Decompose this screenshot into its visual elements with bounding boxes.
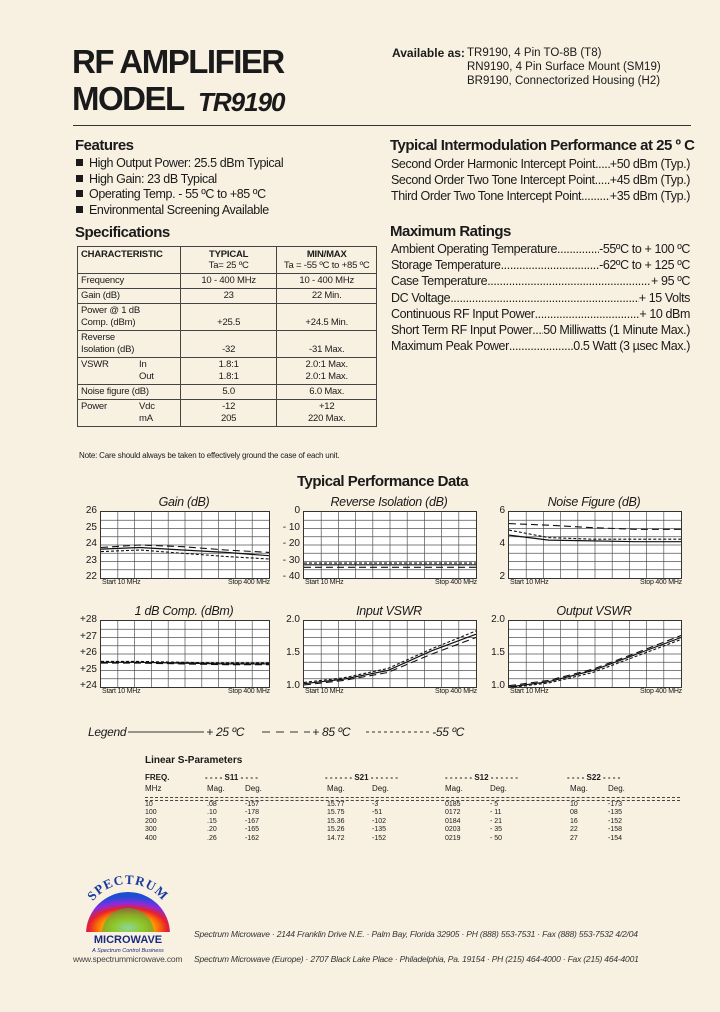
table-cell: .20: [207, 826, 217, 834]
intermod-row: Second Order Harmonic Intercept Point ..... +50 dBm (Typ.): [391, 156, 690, 172]
y-tick-label: - 10: [282, 521, 300, 533]
intermod-row: Third Order Two Tone Intercept Point ..... +35 dBm (Typ.): [391, 188, 690, 204]
table-cell: - 35: [490, 826, 503, 834]
table-cell: - 50: [490, 834, 503, 842]
chart-plot-area: [508, 620, 682, 688]
table-cell: 14.72: [327, 834, 345, 842]
available-item: RN9190, 4 Pin Surface Mount (SM19): [467, 61, 661, 73]
y-tick-label: - 20: [282, 538, 300, 549]
page-title: RF AMPLIFIER: [72, 43, 284, 80]
table-cell: -51: [372, 809, 383, 817]
features-list: [76, 156, 283, 218]
bullet-icon: [76, 190, 83, 197]
y-tick-label: 1.5: [286, 647, 300, 658]
y-tick-label: +25: [80, 663, 97, 675]
legend: [88, 725, 464, 739]
available-list: [467, 46, 661, 88]
table-cell: -135: [372, 826, 387, 834]
table-cell: 100: [145, 809, 157, 817]
y-tick-label: 24: [85, 538, 97, 549]
y-tick-label: 6: [499, 505, 505, 516]
table-cell: -173: [608, 801, 623, 808]
table-cell: -165: [245, 826, 260, 834]
y-tick-label: 26: [85, 505, 97, 516]
x-stop-label: Stop 400 MHz: [228, 579, 270, 586]
table-cell: -178: [245, 809, 260, 817]
table-row: Power Vdc mA -12 205 +12 220 Max.: [78, 400, 377, 427]
s21-header: - - - - - - S21 - - - - - -: [325, 773, 398, 782]
available-item: BR9190, Connectorized Housing (H2): [467, 75, 661, 87]
specs-header-row: [78, 247, 377, 274]
chart-svg: [509, 621, 681, 687]
table-cell: 0172: [445, 809, 461, 817]
table-cell: - 21: [490, 817, 503, 825]
chart-title: Output VSWR: [556, 604, 632, 618]
y-tick-label: 1.0: [286, 680, 300, 691]
s11-header: - - - - S11 - - - -: [205, 773, 258, 782]
table-cell: .08: [207, 801, 217, 808]
intermod-list: [391, 156, 690, 205]
table-cell: 15.77: [327, 801, 345, 808]
table-cell: -102: [372, 817, 387, 825]
chart-title: Reverse Isolation (dB): [330, 495, 448, 509]
table-cell: 200: [145, 817, 157, 825]
table-row: Power @ 1 dB Comp. (dBm) +25.5 +24.5 Min.: [78, 304, 377, 331]
x-start-label: Start 10 MHz: [305, 579, 344, 586]
y-tick-label: 2.0: [286, 614, 300, 625]
bullet-icon: [76, 206, 83, 213]
legend-item: + 85 ºC: [312, 725, 351, 739]
available-item: TR9190, 4 Pin TO-8B (T8): [467, 47, 602, 59]
table-cell: 10: [570, 801, 578, 808]
rating-row: Short Term RF Input Power ..... 50 Milliwatts (1 Minute Max.): [391, 322, 690, 338]
y-tick-label: 22: [85, 571, 97, 582]
perf-heading: Typical Performance Data: [297, 473, 469, 490]
bullet-icon: [76, 175, 83, 182]
table-cell: .15: [207, 817, 217, 825]
rating-row: Maximum Peak Power ..... 0.5 Watt (3 µsec Max.): [391, 338, 690, 354]
rating-row: Ambient Operating Temperature ..... -55ºC to + 100 ºC: [391, 241, 690, 257]
table-row: VSWR In Out 1.8:1 1.8:1 2.0:1 Max. 2.0:1 Max.: [78, 358, 377, 385]
table-row: Reverse Isolation (dB) -32 -31 Max.: [78, 331, 377, 358]
table-cell: -167: [245, 817, 260, 825]
bullet-icon: [76, 159, 83, 166]
chart-title: Noise Figure (dB): [547, 495, 641, 509]
table-cell: .10: [207, 809, 217, 817]
chart-svg: [509, 512, 681, 578]
table-row: Noise figure (dB) 5.0 6.0 Max.: [78, 385, 377, 400]
table-row: [145, 818, 680, 826]
specs-note: Note: Care should always be taken to effectively ground the case of each unit.: [79, 451, 340, 460]
page-title-model: MODEL: [72, 80, 184, 117]
table-cell: -152: [608, 817, 623, 825]
max-ratings-heading: Maximum Ratings: [390, 223, 511, 240]
legend-label: Legend: [88, 725, 127, 739]
y-tick-label: 2: [499, 571, 505, 582]
rating-row: DC Voltage ..... + 15 Volts: [391, 290, 690, 306]
chart-title: 1 dB Comp. (dBm): [134, 604, 234, 618]
table-cell: 300: [145, 826, 157, 834]
table-cell: -152: [372, 834, 387, 842]
table-cell: 10: [145, 801, 153, 808]
s22-header: - - - - S22 - - - -: [567, 773, 621, 782]
table-cell: -154: [608, 834, 623, 842]
col-header-characteristic: CHARACTERISTIC: [78, 247, 181, 274]
table-row: [145, 809, 680, 817]
x-start-label: Start 10 MHz: [510, 688, 549, 695]
legend-dotted-line-icon: [364, 727, 432, 737]
footer-address-europe: Spectrum Microwave (Europe) · 2707 Black Lake Place · Philadelphia, Pa. 19154 · PH (215) 464-4000 · Fax (215) 464-4001: [194, 954, 639, 964]
table-cell: 400: [145, 834, 157, 842]
chart-title: Gain (dB): [158, 495, 210, 509]
table-cell: 15.36: [327, 817, 345, 825]
table-cell: 0185: [445, 801, 461, 808]
x-stop-label: Stop 400 MHz: [228, 688, 270, 695]
legend-dashed-line-icon: [260, 727, 312, 737]
max-ratings-list: [391, 241, 690, 354]
table-cell: -3: [372, 801, 379, 808]
chart-svg: [101, 621, 269, 687]
available-label: Available as:: [392, 46, 465, 60]
feature-item: Environmental Screening Available: [76, 203, 283, 219]
chart-plot-area: [100, 620, 270, 688]
y-tick-label: - 30: [282, 554, 300, 566]
y-tick-label: 4: [499, 538, 505, 549]
table-cell: 0203: [445, 826, 461, 834]
freq-unit: MHz: [145, 784, 162, 793]
svg-text:SPECTRUM: SPECTRUM: [83, 872, 172, 904]
y-tick-label: 25: [85, 521, 97, 533]
intermod-row: Second Order Two Tone Intercept Point ..... +45 dBm (Typ.): [391, 172, 690, 188]
table-cell: -135: [608, 809, 623, 817]
x-stop-label: Stop 400 MHz: [435, 579, 477, 586]
table-cell: .26: [207, 834, 217, 842]
sparams-heading: Linear S-Parameters: [145, 755, 243, 766]
x-start-label: Start 10 MHz: [102, 579, 141, 586]
features-heading: Features: [75, 137, 134, 154]
legend-item: + 25 ºC: [206, 725, 245, 739]
table-row: [145, 801, 680, 809]
table-cell: -162: [245, 834, 260, 842]
col-header-minmax: MIN/MAX Ta = -55 ºC to +85 ºC: [277, 247, 377, 274]
y-tick-label: +27: [80, 630, 97, 642]
x-start-label: Start 10 MHz: [305, 688, 344, 695]
table-cell: - 5: [490, 801, 499, 808]
table-cell: 16: [570, 817, 578, 825]
table-cell: 0219: [445, 834, 461, 842]
chart-plot-area: [508, 511, 682, 579]
table-cell: 08: [570, 809, 578, 817]
table-cell: 15.26: [327, 826, 345, 834]
sparams-rows: [145, 801, 680, 843]
table-row: Frequency 10 - 400 MHz 10 - 400 MHz: [78, 274, 377, 289]
chart-plot-area: [303, 511, 477, 579]
table-cell: -157: [245, 801, 260, 808]
svg-text:MICROWAVE: MICROWAVE: [93, 934, 163, 946]
spectrum-logo: [72, 872, 184, 957]
sparams-block: FREQ. MHz - - - - S11 - - - - - - - - - - S21 - - - - - - - - - - - - S12 - - - - - - - - - - S22 - - - - Mag. Deg. Mag. Deg. Mag. Deg. Mag. Deg. 10 .08 -157 15.77 -3 0185 - 5 10 -173 100 .10 -178 15.75 -51 0172 - 11 08 -135 200 .15 -167 15.36 -102 0184 - 21 16 -152 300 .20 -165 15.26 -135 0203 - 35 22 -158 400 .26 -162 14.72 -152 0219 - 50 27 -154: [145, 773, 680, 843]
table-cell: 27: [570, 834, 578, 842]
table-cell: -158: [608, 826, 623, 834]
feature-item: High Output Power: 25.5 dBm Typical: [76, 156, 283, 172]
table-cell: - 11: [490, 809, 502, 817]
y-tick-label: 1.0: [491, 680, 505, 691]
col-header-typical: TYPICAL Ta= 25 ºC: [180, 247, 277, 274]
y-tick-label: 1.5: [491, 647, 505, 658]
y-tick-label: +28: [80, 614, 97, 625]
table-cell: 0184: [445, 817, 461, 825]
y-tick-label: 2.0: [491, 614, 505, 625]
y-tick-label: 23: [85, 554, 97, 566]
feature-item: High Gain: 23 dB Typical: [76, 172, 283, 188]
chart-svg: [304, 621, 476, 687]
y-tick-label: 0: [294, 505, 300, 516]
svg-text:A Spectrum Control Business: A Spectrum Control Business: [92, 948, 164, 954]
chart-svg: [101, 512, 269, 578]
freq-label: FREQ.: [145, 773, 170, 782]
footer-website[interactable]: www.spectrummicrowave.com: [73, 954, 183, 964]
rating-row: Continuous RF Input Power ..... + 10 dBm: [391, 306, 690, 322]
x-start-label: Start 10 MHz: [102, 688, 141, 695]
rating-row: Storage Temperature ..... -62ºC to + 125 ºC: [391, 257, 690, 273]
model-number: TR9190: [198, 87, 285, 117]
x-start-label: Start 10 MHz: [510, 579, 549, 586]
y-tick-label: +26: [80, 647, 97, 658]
table-row: [145, 826, 680, 834]
specs-heading: Specifications: [75, 224, 170, 241]
legend-solid-line-icon: [126, 727, 206, 737]
intermod-heading: Typical Intermodulation Performance at 25 º C: [390, 137, 695, 154]
x-stop-label: Stop 400 MHz: [640, 579, 682, 586]
specs-table: [77, 246, 377, 427]
header-divider: [73, 125, 691, 126]
legend-item: -55 ºC: [432, 725, 465, 739]
rating-row: Case Temperature ..... + 95 ºC: [391, 273, 690, 289]
y-tick-label: - 40: [282, 571, 300, 582]
x-stop-label: Stop 400 MHz: [640, 688, 682, 695]
table-cell: 15.75: [327, 809, 345, 817]
table-cell: 22: [570, 826, 578, 834]
chart-plot-area: [100, 511, 270, 579]
x-stop-label: Stop 400 MHz: [435, 688, 477, 695]
s12-header: - - - - - - S12 - - - - - -: [445, 773, 518, 782]
chart-svg: [304, 512, 476, 578]
footer-address-us: Spectrum Microwave · 2144 Franklin Drive N.E. · Palm Bay, Florida 32905 · PH (888) 553-7531 · Fax (888) 553-7532 4/2/04: [194, 929, 638, 939]
table-row: Gain (dB) 23 22 Min.: [78, 289, 377, 304]
chart-plot-area: [303, 620, 477, 688]
table-row: [145, 835, 680, 843]
chart-title: Input VSWR: [356, 604, 422, 618]
y-tick-label: +24: [80, 680, 97, 691]
feature-item: Operating Temp. - 55 ºC to +85 ºC: [76, 187, 283, 203]
